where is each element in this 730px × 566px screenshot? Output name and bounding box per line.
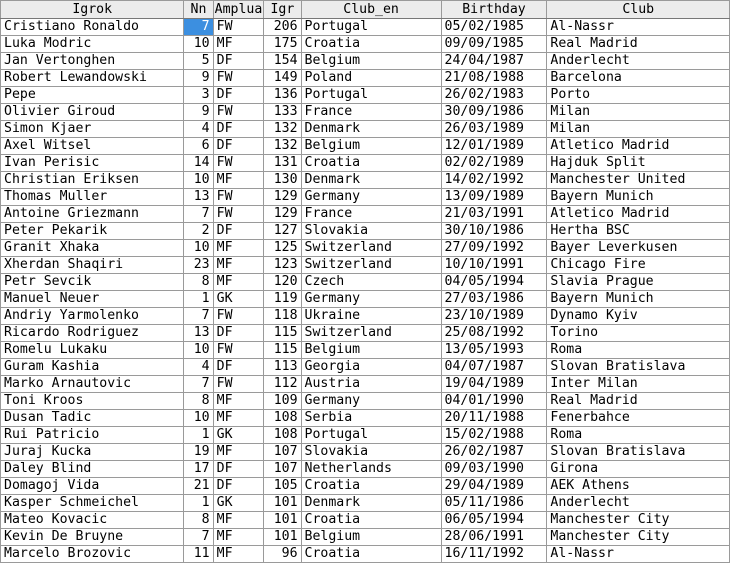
cell-igrok[interactable]: Robert Lewandowski <box>1 70 184 87</box>
cell-club-en[interactable]: Belgium <box>301 53 441 70</box>
cell-birthday[interactable]: 06/05/1994 <box>441 512 547 529</box>
cell-amplua[interactable]: FW <box>213 308 264 325</box>
cell-igr[interactable]: 101 <box>264 495 301 512</box>
cell-club[interactable]: Barcelona <box>547 70 730 87</box>
cell-club[interactable]: Inter Milan <box>547 376 730 393</box>
cell-igr[interactable]: 108 <box>264 427 301 444</box>
table-row[interactable] <box>1 444 730 461</box>
cell-nn[interactable]: 1 <box>184 427 213 444</box>
cell-nn[interactable]: 10 <box>184 342 213 359</box>
cell-club[interactable]: Manchester City <box>547 529 730 546</box>
table-row[interactable] <box>1 87 730 104</box>
cell-birthday[interactable]: 23/10/1989 <box>441 308 547 325</box>
table-row[interactable] <box>1 529 730 546</box>
cell-club-en[interactable]: Croatia <box>301 155 441 172</box>
cell-igr[interactable]: 130 <box>264 172 301 189</box>
cell-club-en[interactable]: Belgium <box>301 342 441 359</box>
cell-igrok[interactable]: Granit Xhaka <box>1 240 184 257</box>
cell-club[interactable]: Atletico Madrid <box>547 206 730 223</box>
cell-club-en[interactable]: Denmark <box>301 121 441 138</box>
cell-igrok[interactable]: Cristiano Ronaldo <box>1 19 184 36</box>
cell-nn[interactable]: 7 <box>184 206 213 223</box>
cell-amplua[interactable]: MF <box>213 172 264 189</box>
cell-club-en[interactable]: Netherlands <box>301 461 441 478</box>
cell-amplua[interactable]: MF <box>213 444 264 461</box>
column-header-igr[interactable]: Igr <box>264 1 301 19</box>
cell-birthday[interactable]: 20/11/1988 <box>441 410 547 427</box>
cell-amplua[interactable]: FW <box>213 189 264 206</box>
table-row[interactable] <box>1 121 730 138</box>
cell-nn[interactable]: 19 <box>184 444 213 461</box>
cell-birthday[interactable]: 14/02/1992 <box>441 172 547 189</box>
table-row[interactable] <box>1 104 730 121</box>
column-header-birthday[interactable]: Birthday <box>441 1 547 19</box>
cell-nn[interactable]: 13 <box>184 325 213 342</box>
cell-amplua[interactable]: DF <box>213 121 264 138</box>
cell-igr[interactable]: 96 <box>264 546 301 563</box>
cell-amplua[interactable]: DF <box>213 138 264 155</box>
cell-club[interactable]: AEK Athens <box>547 478 730 495</box>
table-row[interactable] <box>1 138 730 155</box>
cell-club[interactable]: Slavia Prague <box>547 274 730 291</box>
cell-nn[interactable]: 11 <box>184 546 213 563</box>
table-row[interactable] <box>1 223 730 240</box>
cell-club-en[interactable]: Ukraine <box>301 308 441 325</box>
cell-igrok[interactable]: Jan Vertonghen <box>1 53 184 70</box>
cell-club-en[interactable]: Denmark <box>301 495 441 512</box>
cell-club[interactable]: Al-Nassr <box>547 19 730 36</box>
cell-amplua[interactable]: DF <box>213 461 264 478</box>
cell-amplua[interactable]: MF <box>213 257 264 274</box>
cell-birthday[interactable]: 15/02/1988 <box>441 427 547 444</box>
cell-club[interactable]: Anderlecht <box>547 53 730 70</box>
column-header-igrok[interactable]: Igrok <box>1 1 184 19</box>
cell-igrok[interactable]: Xherdan Shaqiri <box>1 257 184 274</box>
cell-nn[interactable]: 5 <box>184 53 213 70</box>
cell-club[interactable]: Atletico Madrid <box>547 138 730 155</box>
cell-club[interactable]: Chicago Fire <box>547 257 730 274</box>
cell-nn[interactable]: 21 <box>184 478 213 495</box>
cell-igrok[interactable]: Axel Witsel <box>1 138 184 155</box>
cell-nn[interactable]: 9 <box>184 70 213 87</box>
table-row[interactable] <box>1 36 730 53</box>
cell-nn[interactable]: 10 <box>184 240 213 257</box>
cell-igrok[interactable]: Petr Sevcik <box>1 274 184 291</box>
cell-nn[interactable]: 4 <box>184 121 213 138</box>
cell-igrok[interactable]: Marko Arnautovic <box>1 376 184 393</box>
table-row[interactable] <box>1 393 730 410</box>
table-row[interactable] <box>1 427 730 444</box>
cell-club[interactable]: Girona <box>547 461 730 478</box>
cell-birthday[interactable]: 09/09/1985 <box>441 36 547 53</box>
cell-club[interactable]: Milan <box>547 121 730 138</box>
cell-club-en[interactable]: Belgium <box>301 138 441 155</box>
cell-igrok[interactable]: Marcelo Brozovic <box>1 546 184 563</box>
cell-birthday[interactable]: 29/04/1989 <box>441 478 547 495</box>
cell-igrok[interactable]: Dusan Tadic <box>1 410 184 427</box>
cell-amplua[interactable]: MF <box>213 546 264 563</box>
cell-igr[interactable]: 206 <box>264 19 301 36</box>
cell-birthday[interactable]: 04/01/1990 <box>441 393 547 410</box>
cell-amplua[interactable]: MF <box>213 36 264 53</box>
cell-nn[interactable]: 9 <box>184 104 213 121</box>
cell-amplua[interactable]: FW <box>213 104 264 121</box>
table-row[interactable] <box>1 70 730 87</box>
cell-club[interactable]: Dynamo Kyiv <box>547 308 730 325</box>
table-row[interactable] <box>1 189 730 206</box>
cell-igr[interactable]: 131 <box>264 155 301 172</box>
cell-igrok[interactable]: Kevin De Bruyne <box>1 529 184 546</box>
column-header-club[interactable]: Club <box>547 1 730 19</box>
cell-club[interactable]: Manchester City <box>547 512 730 529</box>
cell-igrok[interactable]: Antoine Griezmann <box>1 206 184 223</box>
cell-club-en[interactable]: Serbia <box>301 410 441 427</box>
cell-nn[interactable]: 1 <box>184 291 213 308</box>
cell-club[interactable]: Hertha BSC <box>547 223 730 240</box>
cell-club[interactable]: Roma <box>547 427 730 444</box>
cell-club-en[interactable]: Germany <box>301 393 441 410</box>
cell-igr[interactable]: 129 <box>264 189 301 206</box>
table-row[interactable] <box>1 478 730 495</box>
table-row[interactable] <box>1 342 730 359</box>
table-row[interactable] <box>1 206 730 223</box>
table-row[interactable] <box>1 257 730 274</box>
cell-club-en[interactable]: Czech <box>301 274 441 291</box>
cell-igrok[interactable]: Peter Pekarik <box>1 223 184 240</box>
table-row[interactable] <box>1 512 730 529</box>
cell-igr[interactable]: 101 <box>264 512 301 529</box>
table-row[interactable] <box>1 359 730 376</box>
cell-igr[interactable]: 112 <box>264 376 301 393</box>
cell-club[interactable]: Roma <box>547 342 730 359</box>
cell-amplua[interactable]: GK <box>213 427 264 444</box>
cell-nn[interactable]: 1 <box>184 495 213 512</box>
cell-club-en[interactable]: Switzerland <box>301 325 441 342</box>
cell-birthday[interactable]: 10/10/1991 <box>441 257 547 274</box>
grid-body <box>1 19 730 563</box>
cell-amplua[interactable]: FW <box>213 342 264 359</box>
cell-club-en[interactable]: Portugal <box>301 19 441 36</box>
cell-club[interactable]: Bayer Leverkusen <box>547 240 730 257</box>
cell-amplua[interactable]: FW <box>213 19 264 36</box>
cell-nn[interactable]: 13 <box>184 189 213 206</box>
cell-igr[interactable]: 113 <box>264 359 301 376</box>
cell-nn[interactable]: 6 <box>184 138 213 155</box>
cell-birthday[interactable]: 27/09/1992 <box>441 240 547 257</box>
cell-club-en[interactable]: Croatia <box>301 546 441 563</box>
cell-amplua[interactable]: DF <box>213 325 264 342</box>
table-row[interactable] <box>1 291 730 308</box>
header-row <box>1 1 730 19</box>
cell-birthday[interactable]: 13/09/1989 <box>441 189 547 206</box>
cell-igr[interactable]: 115 <box>264 325 301 342</box>
cell-birthday[interactable]: 26/02/1983 <box>441 87 547 104</box>
cell-club-en[interactable]: Slovakia <box>301 223 441 240</box>
cell-club-en[interactable]: Denmark <box>301 172 441 189</box>
table-row[interactable] <box>1 172 730 189</box>
table-row[interactable] <box>1 325 730 342</box>
cell-birthday[interactable]: 26/03/1989 <box>441 121 547 138</box>
cell-club-en[interactable]: France <box>301 104 441 121</box>
table-row[interactable] <box>1 546 730 563</box>
cell-club-en[interactable]: Slovakia <box>301 444 441 461</box>
cell-birthday[interactable]: 16/11/1992 <box>441 546 547 563</box>
cell-club-en[interactable]: Portugal <box>301 87 441 104</box>
cell-amplua[interactable]: MF <box>213 529 264 546</box>
cell-club[interactable]: Manchester United <box>547 172 730 189</box>
cell-amplua[interactable]: DF <box>213 359 264 376</box>
cell-igrok[interactable]: Mateo Kovacic <box>1 512 184 529</box>
cell-nn[interactable]: 10 <box>184 36 213 53</box>
cell-igrok[interactable]: Rui Patricio <box>1 427 184 444</box>
cell-birthday[interactable]: 24/04/1987 <box>441 53 547 70</box>
cell-igr[interactable]: 136 <box>264 87 301 104</box>
cell-birthday[interactable]: 04/07/1987 <box>441 359 547 376</box>
cell-igrok[interactable]: Andriy Yarmolenko <box>1 308 184 325</box>
cell-igrok[interactable]: Thomas Muller <box>1 189 184 206</box>
cell-igr[interactable]: 105 <box>264 478 301 495</box>
cell-igrok[interactable]: Daley Blind <box>1 461 184 478</box>
cell-club-en[interactable]: Belgium <box>301 529 441 546</box>
cell-birthday[interactable]: 26/02/1987 <box>441 444 547 461</box>
cell-birthday[interactable]: 09/03/1990 <box>441 461 547 478</box>
cell-igr[interactable]: 118 <box>264 308 301 325</box>
cell-club-en[interactable]: Austria <box>301 376 441 393</box>
table-row[interactable] <box>1 155 730 172</box>
cell-birthday[interactable]: 02/02/1989 <box>441 155 547 172</box>
cell-nn[interactable]: 2 <box>184 223 213 240</box>
table-row[interactable] <box>1 274 730 291</box>
cell-igr[interactable]: 115 <box>264 342 301 359</box>
cell-amplua[interactable]: FW <box>213 70 264 87</box>
cell-igr[interactable]: 125 <box>264 240 301 257</box>
cell-nn[interactable]: 8 <box>184 274 213 291</box>
cell-nn[interactable]: 4 <box>184 359 213 376</box>
cell-birthday[interactable]: 21/08/1988 <box>441 70 547 87</box>
cell-nn[interactable]: 7 <box>184 529 213 546</box>
cell-club-en[interactable]: Switzerland <box>301 240 441 257</box>
cell-birthday[interactable]: 13/05/1993 <box>441 342 547 359</box>
column-header-amplua[interactable]: Amplua <box>214 2 263 17</box>
cell-amplua[interactable]: MF <box>213 393 264 410</box>
cell-igrok[interactable]: Ricardo Rodriguez <box>1 325 184 342</box>
table-row[interactable] <box>1 495 730 512</box>
cell-club-en[interactable]: Germany <box>301 291 441 308</box>
cell-igr[interactable]: 127 <box>264 223 301 240</box>
column-header-nn[interactable]: Nn <box>184 1 213 19</box>
cell-igrok[interactable]: Pepe <box>1 87 184 104</box>
table-row[interactable] <box>1 19 730 36</box>
cell-amplua[interactable]: DF <box>213 53 264 70</box>
cell-club[interactable]: Fenerbahce <box>547 410 730 427</box>
cell-birthday[interactable]: 12/01/1989 <box>441 138 547 155</box>
cell-club-en[interactable]: Croatia <box>301 512 441 529</box>
cell-nn[interactable]: 3 <box>184 87 213 104</box>
table-row[interactable] <box>1 308 730 325</box>
cell-club[interactable]: Hajduk Split <box>547 155 730 172</box>
cell-igr[interactable]: 154 <box>264 53 301 70</box>
table-row[interactable] <box>1 376 730 393</box>
cell-birthday[interactable]: 30/09/1986 <box>441 104 547 121</box>
cell-club[interactable]: Slovan Bratislava <box>547 359 730 376</box>
cell-amplua[interactable]: MF <box>213 410 264 427</box>
cell-birthday[interactable]: 30/10/1986 <box>441 223 547 240</box>
cell-club[interactable]: Real Madrid <box>547 393 730 410</box>
cell-club[interactable]: Anderlecht <box>547 495 730 512</box>
column-header-club-en[interactable]: Club_en <box>301 1 441 19</box>
cell-club[interactable]: Torino <box>547 325 730 342</box>
cell-amplua[interactable]: GK <box>213 291 264 308</box>
cell-amplua[interactable]: DF <box>213 478 264 495</box>
cell-club-en[interactable]: Germany <box>301 189 441 206</box>
cell-birthday[interactable]: 21/03/1991 <box>441 206 547 223</box>
cell-nn[interactable]: 7 <box>184 308 213 325</box>
cell-igr[interactable]: 109 <box>264 393 301 410</box>
cell-igr[interactable]: 101 <box>264 529 301 546</box>
cell-amplua[interactable]: MF <box>213 240 264 257</box>
cell-club[interactable]: Bayern Munich <box>547 291 730 308</box>
cell-igrok[interactable]: Ivan Perisic <box>1 155 184 172</box>
table-row[interactable] <box>1 53 730 70</box>
cell-igr[interactable]: 175 <box>264 36 301 53</box>
cell-nn[interactable]: 8 <box>184 393 213 410</box>
cell-igr[interactable]: 107 <box>264 444 301 461</box>
selected-cell[interactable]: 7 <box>184 19 213 36</box>
cell-igrok[interactable]: Simon Kjaer <box>1 121 184 138</box>
cell-igrok[interactable]: Manuel Neuer <box>1 291 184 308</box>
cell-club-en[interactable]: France <box>301 206 441 223</box>
cell-birthday[interactable]: 19/04/1989 <box>441 376 547 393</box>
cell-igrok[interactable]: Luka Modric <box>1 36 184 53</box>
cell-amplua[interactable]: DF <box>213 223 264 240</box>
cell-amplua[interactable]: GK <box>213 495 264 512</box>
cell-igrok[interactable]: Christian Eriksen <box>1 172 184 189</box>
table-row[interactable] <box>1 240 730 257</box>
cell-igrok[interactable]: Romelu Lukaku <box>1 342 184 359</box>
cell-nn[interactable]: 10 <box>184 410 213 427</box>
cell-club[interactable]: Bayern Munich <box>547 189 730 206</box>
cell-club-en[interactable]: Portugal <box>301 427 441 444</box>
cell-igrok[interactable]: Kasper Schmeichel <box>1 495 184 512</box>
cell-igr[interactable]: 132 <box>264 138 301 155</box>
cell-igr[interactable]: 132 <box>264 121 301 138</box>
cell-amplua[interactable]: MF <box>213 512 264 529</box>
cell-igrok[interactable]: Olivier Giroud <box>1 104 184 121</box>
table-row[interactable] <box>1 461 730 478</box>
cell-igr[interactable]: 123 <box>264 257 301 274</box>
cell-birthday[interactable]: 05/11/1986 <box>441 495 547 512</box>
cell-club-en[interactable]: Croatia <box>301 36 441 53</box>
cell-club-en[interactable]: Poland <box>301 70 441 87</box>
cell-igrok[interactable]: Juraj Kucka <box>1 444 184 461</box>
cell-igr[interactable]: 133 <box>264 104 301 121</box>
cell-club-en[interactable]: Croatia <box>301 478 441 495</box>
cell-nn[interactable]: 17 <box>184 461 213 478</box>
cell-club[interactable]: Al-Nassr <box>547 546 730 563</box>
cell-nn[interactable]: 7 <box>184 376 213 393</box>
cell-club[interactable]: Slovan Bratislava <box>547 444 730 461</box>
cell-birthday[interactable]: 27/03/1986 <box>441 291 547 308</box>
cell-igr[interactable]: 119 <box>264 291 301 308</box>
cell-amplua[interactable]: FW <box>213 206 264 223</box>
cell-igrok[interactable]: Toni Kroos <box>1 393 184 410</box>
table-row[interactable] <box>1 410 730 427</box>
cell-nn[interactable]: 8 <box>184 512 213 529</box>
cell-amplua[interactable]: DF <box>213 87 264 104</box>
cell-amplua[interactable]: FW <box>213 376 264 393</box>
cell-nn[interactable]: 14 <box>184 155 213 172</box>
cell-igr[interactable]: 107 <box>264 461 301 478</box>
cell-birthday[interactable]: 25/08/1992 <box>441 325 547 342</box>
cell-amplua[interactable]: FW <box>213 155 264 172</box>
cell-igrok[interactable]: Guram Kashia <box>1 359 184 376</box>
cell-birthday[interactable]: 05/02/1985 <box>441 19 547 36</box>
cell-club[interactable]: Real Madrid <box>547 36 730 53</box>
cell-amplua[interactable]: MF <box>213 274 264 291</box>
cell-nn[interactable]: 23 <box>184 257 213 274</box>
cell-club-en[interactable]: Switzerland <box>301 257 441 274</box>
cell-igr[interactable]: 120 <box>264 274 301 291</box>
cell-club[interactable]: Milan <box>547 104 730 121</box>
cell-nn[interactable]: 10 <box>184 172 213 189</box>
cell-club[interactable]: Porto <box>547 87 730 104</box>
cell-igrok[interactable]: Domagoj Vida <box>1 478 184 495</box>
cell-birthday[interactable]: 28/06/1991 <box>441 529 547 546</box>
cell-igr[interactable]: 129 <box>264 206 301 223</box>
cell-club-en[interactable]: Georgia <box>301 359 441 376</box>
cell-igr[interactable]: 149 <box>264 70 301 87</box>
cell-igr[interactable]: 108 <box>264 410 301 427</box>
cell-birthday[interactable]: 04/05/1994 <box>441 274 547 291</box>
